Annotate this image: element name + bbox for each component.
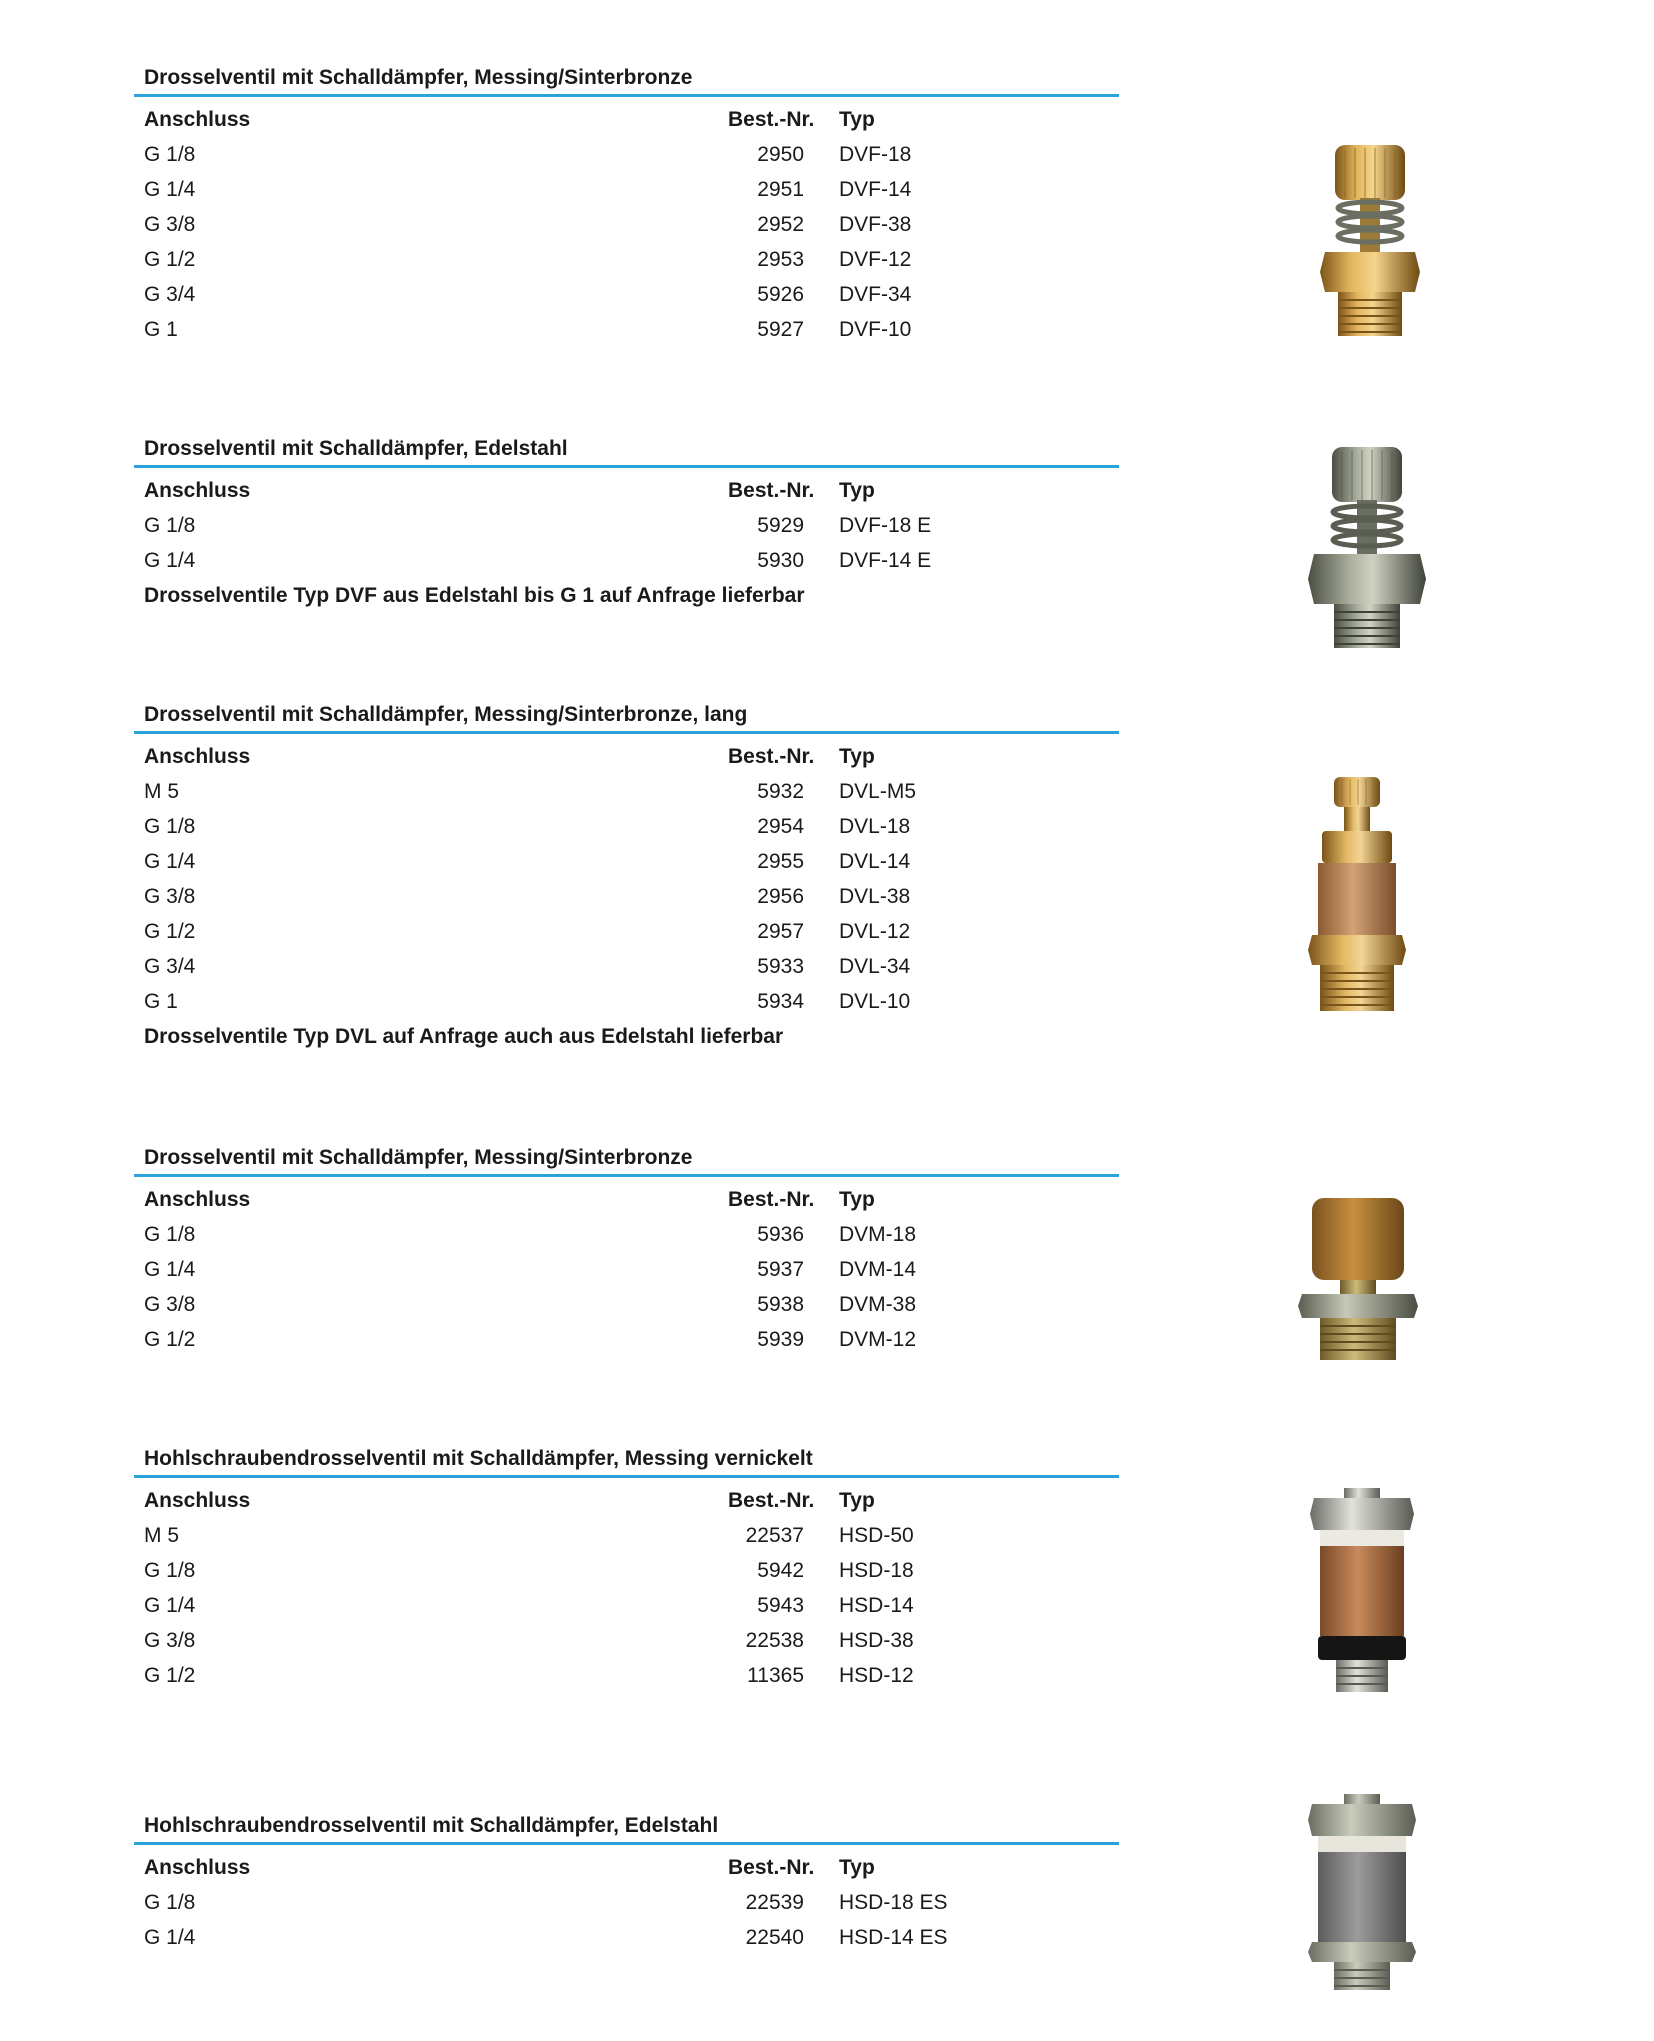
cell-anschluss: M 5 bbox=[144, 780, 180, 803]
table-row bbox=[134, 949, 1119, 984]
col-typ: Typ bbox=[839, 479, 875, 502]
table-row bbox=[134, 1588, 1119, 1623]
cell-anschluss: G 1/4 bbox=[144, 178, 196, 201]
cell-typ: DVF-14 E bbox=[839, 549, 932, 572]
table-header bbox=[134, 102, 1119, 137]
table-row bbox=[134, 879, 1119, 914]
table-row bbox=[134, 1658, 1119, 1693]
col-typ: Typ bbox=[839, 745, 875, 768]
cell-bestnr: 5930 bbox=[757, 549, 804, 572]
cell-bestnr: 22540 bbox=[745, 1926, 804, 1949]
title-underline bbox=[134, 1475, 1119, 1478]
cell-typ: DVL-12 bbox=[839, 920, 911, 943]
cell-typ: DVL-M5 bbox=[839, 780, 917, 803]
table-row bbox=[134, 207, 1119, 242]
cell-bestnr: 5926 bbox=[757, 283, 804, 306]
cell-anschluss: G 1/2 bbox=[144, 1328, 196, 1351]
product-image-dvf-stainless bbox=[1302, 442, 1430, 652]
cell-bestnr: 5942 bbox=[757, 1559, 804, 1582]
cell-anschluss: G 1/2 bbox=[144, 248, 196, 271]
table-header bbox=[134, 1850, 1119, 1885]
table-row bbox=[134, 508, 1119, 543]
cell-typ: HSD-18 ES bbox=[839, 1891, 948, 1914]
product-image-dvl-long bbox=[1302, 775, 1412, 1015]
cell-bestnr: 5929 bbox=[757, 514, 804, 537]
table-row bbox=[134, 1518, 1119, 1553]
cell-anschluss: G 1/8 bbox=[144, 143, 196, 166]
cell-typ: DVL-14 bbox=[839, 850, 911, 873]
cell-typ: DVF-18 E bbox=[839, 514, 932, 537]
cell-typ: DVM-38 bbox=[839, 1293, 917, 1316]
col-anschluss: Anschluss bbox=[144, 745, 251, 768]
section-title: Hohlschraubendrosselventil mit Schalldämpfer, Edelstahl bbox=[144, 1814, 719, 1837]
table-row bbox=[134, 1623, 1119, 1658]
section-title: Drosselventil mit Schalldämpfer, Messing/Sinterbronze bbox=[144, 1146, 693, 1169]
cell-bestnr: 11365 bbox=[747, 1664, 804, 1687]
cell-anschluss: G 1/8 bbox=[144, 1223, 196, 1246]
cell-bestnr: 5939 bbox=[757, 1328, 804, 1351]
cell-typ: DVF-18 bbox=[839, 143, 912, 166]
table-row bbox=[134, 172, 1119, 207]
cell-typ: HSD-14 bbox=[839, 1594, 914, 1617]
section-hsd-nickel bbox=[134, 1445, 1119, 1693]
cell-typ: DVM-18 bbox=[839, 1223, 917, 1246]
cell-typ: DVF-12 bbox=[839, 248, 912, 271]
cell-anschluss: G 1/2 bbox=[144, 920, 196, 943]
table-row bbox=[134, 984, 1119, 1019]
cell-bestnr: 5938 bbox=[757, 1293, 804, 1316]
cell-bestnr: 22539 bbox=[745, 1891, 804, 1914]
cell-typ: DVF-34 bbox=[839, 283, 912, 306]
cell-anschluss: M 5 bbox=[144, 1524, 180, 1547]
section-title: Hohlschraubendrosselventil mit Schalldämpfer, Messing vernickelt bbox=[144, 1447, 813, 1470]
col-anschluss: Anschluss bbox=[144, 1489, 251, 1512]
section-note: Drosselventile Typ DVF aus Edelstahl bis G 1 auf Anfrage lieferbar bbox=[144, 584, 805, 607]
cell-bestnr: 5936 bbox=[757, 1223, 804, 1246]
cell-bestnr: 5943 bbox=[757, 1594, 804, 1617]
col-anschluss: Anschluss bbox=[144, 1188, 251, 1211]
table-row bbox=[134, 1322, 1119, 1357]
section-dvf-brass bbox=[134, 64, 1119, 347]
col-typ: Typ bbox=[839, 108, 875, 131]
cell-typ: HSD-38 bbox=[839, 1629, 914, 1652]
title-underline bbox=[134, 1842, 1119, 1845]
cell-anschluss: G 1/4 bbox=[144, 1258, 196, 1281]
section-dvm bbox=[134, 1144, 1119, 1357]
cell-bestnr: 2953 bbox=[757, 248, 804, 271]
table-row bbox=[134, 277, 1119, 312]
cell-bestnr: 2951 bbox=[757, 178, 804, 201]
cell-typ: DVL-38 bbox=[839, 885, 911, 908]
table-row bbox=[134, 1287, 1119, 1322]
table-header bbox=[134, 739, 1119, 774]
title-underline bbox=[134, 465, 1119, 468]
cell-bestnr: 2957 bbox=[757, 920, 804, 943]
cell-bestnr: 5932 bbox=[757, 780, 804, 803]
cell-anschluss: G 1/4 bbox=[144, 549, 196, 572]
col-bestnr: Best.-Nr. bbox=[728, 745, 815, 768]
product-image-dvm bbox=[1296, 1194, 1421, 1364]
table-row bbox=[134, 1252, 1119, 1287]
section-hsd-stainless bbox=[134, 1812, 1119, 1955]
cell-bestnr: 2952 bbox=[757, 213, 804, 236]
table-row bbox=[134, 543, 1119, 578]
title-underline bbox=[134, 94, 1119, 97]
cell-bestnr: 2956 bbox=[757, 885, 804, 908]
table-header bbox=[134, 1483, 1119, 1518]
col-bestnr: Best.-Nr. bbox=[728, 1489, 815, 1512]
table-row bbox=[134, 844, 1119, 879]
col-anschluss: Anschluss bbox=[144, 479, 251, 502]
cell-anschluss: G 1/2 bbox=[144, 1664, 196, 1687]
cell-bestnr: 22538 bbox=[745, 1629, 804, 1652]
cell-typ: DVF-14 bbox=[839, 178, 912, 201]
table-row bbox=[134, 1920, 1119, 1955]
section-note: Drosselventile Typ DVL auf Anfrage auch aus Edelstahl lieferbar bbox=[144, 1025, 784, 1048]
cell-anschluss: G 3/8 bbox=[144, 885, 196, 908]
cell-anschluss: G 1/4 bbox=[144, 850, 196, 873]
section-dvf-stainless bbox=[134, 435, 1119, 613]
table-row bbox=[134, 1553, 1119, 1588]
cell-typ: HSD-12 bbox=[839, 1664, 914, 1687]
cell-typ: HSD-50 bbox=[839, 1524, 914, 1547]
cell-typ: DVM-12 bbox=[839, 1328, 917, 1351]
col-bestnr: Best.-Nr. bbox=[728, 1856, 815, 1879]
section-title: Drosselventil mit Schalldämpfer, Messing/Sinterbronze, lang bbox=[144, 703, 748, 726]
cell-anschluss: G 3/8 bbox=[144, 1293, 196, 1316]
cell-anschluss: G 1/4 bbox=[144, 1594, 196, 1617]
product-image-hsd-nickel bbox=[1306, 1486, 1418, 1696]
section-dvl-long bbox=[134, 701, 1119, 1054]
col-anschluss: Anschluss bbox=[144, 1856, 251, 1879]
cell-bestnr: 2955 bbox=[757, 850, 804, 873]
cell-typ: HSD-14 ES bbox=[839, 1926, 948, 1949]
cell-anschluss: G 3/8 bbox=[144, 213, 196, 236]
table-row bbox=[134, 809, 1119, 844]
cell-bestnr: 2954 bbox=[757, 815, 804, 838]
cell-typ: DVL-10 bbox=[839, 990, 911, 1013]
table-row bbox=[134, 137, 1119, 172]
title-underline bbox=[134, 731, 1119, 734]
cell-typ: HSD-18 bbox=[839, 1559, 914, 1582]
cell-anschluss: G 3/4 bbox=[144, 955, 196, 978]
section-title: Drosselventil mit Schalldämpfer, Messing/Sinterbronze bbox=[144, 66, 693, 89]
cell-typ: DVF-10 bbox=[839, 318, 912, 341]
cell-anschluss: G 1/8 bbox=[144, 514, 196, 537]
cell-anschluss: G 3/8 bbox=[144, 1629, 196, 1652]
table-row bbox=[134, 312, 1119, 347]
product-image-hsd-stainless bbox=[1304, 1792, 1420, 1992]
cell-anschluss: G 1/8 bbox=[144, 815, 196, 838]
cell-anschluss: G 1/4 bbox=[144, 1926, 196, 1949]
cell-anschluss: G 1/8 bbox=[144, 1559, 196, 1582]
cell-bestnr: 5934 bbox=[757, 990, 804, 1013]
cell-bestnr: 5937 bbox=[757, 1258, 804, 1281]
col-bestnr: Best.-Nr. bbox=[728, 108, 815, 131]
table-row bbox=[134, 1885, 1119, 1920]
col-bestnr: Best.-Nr. bbox=[728, 479, 815, 502]
table-row bbox=[134, 242, 1119, 277]
section-title: Drosselventil mit Schalldämpfer, Edelstahl bbox=[144, 437, 568, 460]
cell-typ: DVM-14 bbox=[839, 1258, 917, 1281]
table-header bbox=[134, 1182, 1119, 1217]
col-typ: Typ bbox=[839, 1856, 875, 1879]
cell-anschluss: G 3/4 bbox=[144, 283, 196, 306]
cell-typ: DVL-18 bbox=[839, 815, 911, 838]
cell-anschluss: G 1 bbox=[144, 990, 178, 1013]
cell-bestnr: 5933 bbox=[757, 955, 804, 978]
cell-bestnr: 22537 bbox=[745, 1524, 804, 1547]
title-underline bbox=[134, 1174, 1119, 1177]
cell-bestnr: 5927 bbox=[757, 318, 804, 341]
table-row bbox=[134, 774, 1119, 809]
col-typ: Typ bbox=[839, 1489, 875, 1512]
product-image-dvf-brass bbox=[1310, 140, 1430, 340]
col-typ: Typ bbox=[839, 1188, 875, 1211]
col-bestnr: Best.-Nr. bbox=[728, 1188, 815, 1211]
table-header bbox=[134, 473, 1119, 508]
cell-typ: DVF-38 bbox=[839, 213, 912, 236]
cell-typ: DVL-34 bbox=[839, 955, 911, 978]
table-row bbox=[134, 1217, 1119, 1252]
cell-anschluss: G 1/8 bbox=[144, 1891, 196, 1914]
cell-bestnr: 2950 bbox=[757, 143, 804, 166]
col-anschluss: Anschluss bbox=[144, 108, 251, 131]
cell-anschluss: G 1 bbox=[144, 318, 178, 341]
table-row bbox=[134, 914, 1119, 949]
